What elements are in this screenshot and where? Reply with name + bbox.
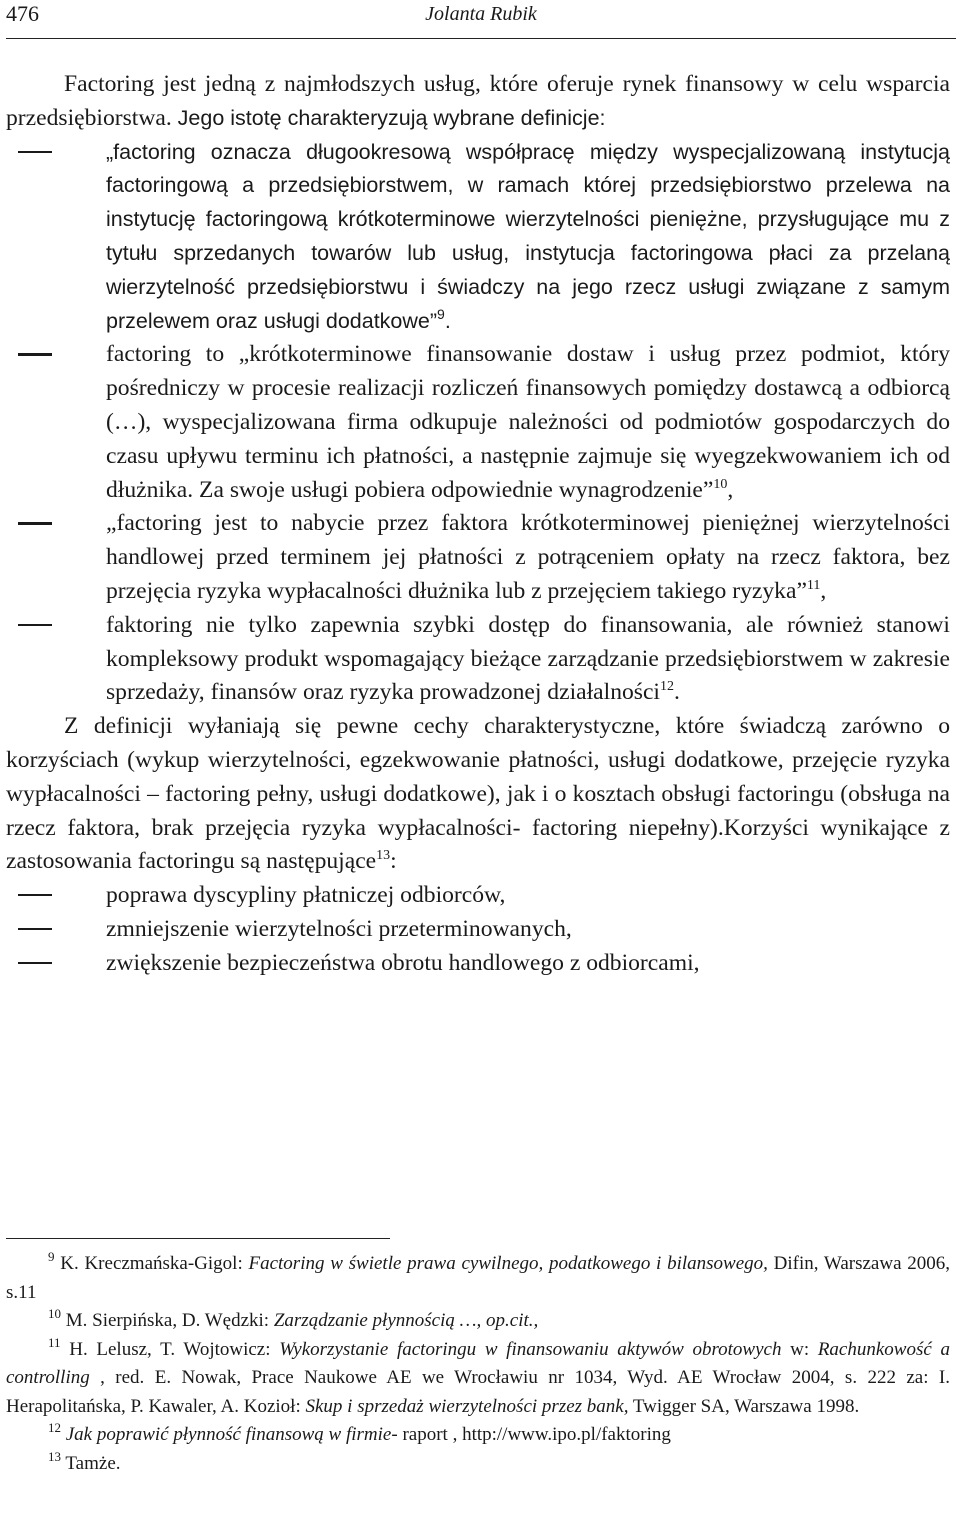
definition-item-2: factoring to „krótkoterminowe finansowanie dostaw i usług przez podmiot, który pośredniczy w procesie realizacji rozliczeń finansowych pomiędzy dostawcą a odbiorcą (…), wyspecjalizowana firma odkupuje należności od podmiotów gospodarczych do czasu upływu terminu ich płatności, a następnie zajmuje się wyegzekwowaniem ich od dłużnika. Za swoje usługi pobiera odpowiednie wynagrodzenie”$^{10}$, — [6, 338, 950, 507]
footnote-url: - raport , http://www.ipo.pl/faktoring — [391, 1424, 671, 1445]
footnote-ref: 10 — [713, 476, 728, 492]
definition-item-3: „factoring jest to nabycie przez faktora krótkoterminowej pieniężnej wierzytelności handlowej przed terminem jej płatności z potrąceniem opłaty na rzecz faktora, bez przejęcia ryzyka wypłacalności dłużnika lub z przejęciem takiego ryzyka”$^{11}$, — [6, 507, 950, 608]
footnote-ref: 11 — [806, 577, 821, 593]
main-text — [6, 68, 950, 981]
intro-sentence-1: Factoring jest jedną z najmłodszych usług, które oferuje rynek finansowy w celu wsparcia przedsiębiorstwa. — [6, 71, 950, 131]
dash-bullet — [18, 894, 52, 896]
definition-text: „factoring jest to nabycie przez faktora krótkoterminowej pieniężnej wierzytelności handlowej przed terminem jej płatności z potrąceniem opłaty na rzecz faktora, bez przejęcia ryzyka wypłacalności dłużnika lub z przejęciem takiego ryzyka” — [106, 510, 950, 604]
definition-text-cont: Za swoje usługi pobiera odpowiednie wynagrodzenie” — [199, 476, 714, 503]
features-paragraph: Z definicji wyłaniają się pewne cechy charakterystyczne, które świadczą zarówno o korzyściach (wykup wierzytelności, egzekwowanie płatności, usługi dodatkowe, przejęcie ryzyka wypłacalności – factoring pełny, usługi dodatkowe), jak i o kosztach obsługi factoringu (obsługa na rzecz faktora, brak przejęcia ryzyka wypłacalności- factoring niepełny).Korzyści wynikające z zastosowania factoringu są następujące$^{13}$: — [6, 713, 950, 875]
intro-paragraph — [6, 68, 950, 136]
footnote-13: $^{13}$ Tamże. — [48, 1448, 121, 1474]
footnote-10: $^{10}$ M. Sierpińska, D. Wędzki: Zarządzanie płynnością …, op.cit., — [48, 1306, 539, 1331]
dash-bullet — [18, 962, 52, 964]
page-number: 476 — [6, 1, 39, 26]
footnote-number: 13 — [48, 1448, 61, 1464]
benefit-item: zwiększenie bezpieczeństwa obrotu handlowego z odbiorcami, — [6, 947, 950, 981]
footnote-9: $^9$ K. Kreczmańska-Gigol: Factoring w świetle prawa cywilnego, podatkowego i bilansowego, Difin, Warszawa 2006, s.11 — [6, 1249, 950, 1303]
footnote-ref: 13 — [376, 848, 391, 864]
dash-bullet — [18, 353, 52, 355]
benefit-item: zmniejszenie wierzytelności przeterminowanych, — [6, 913, 950, 947]
footnote-number: 12 — [48, 1420, 61, 1435]
page-header — [6, 0, 956, 39]
footnote-separator — [6, 1238, 390, 1239]
footnote-number: 10 — [48, 1306, 61, 1321]
footnote-ref: 12 — [660, 679, 674, 695]
footnote-number: 9 — [48, 1249, 55, 1264]
running-head: Jolanta Rubik — [425, 3, 537, 25]
dash-bullet — [18, 928, 52, 930]
definition-text: faktoring nie tylko zapewnia szybki dostęp do finansowania, ale również stanowi kompleksowy produkt wspomagający bieżące zarządzanie przedsiębiorstwem w zakresie sprzedaży, finansów oraz ryzyka prowadzonej działalności — [106, 611, 950, 706]
footnote-12: $^{12}$ Jak poprawić płynność finansową w firmie- raport , http://www.ipo.pl/faktoring — [48, 1420, 671, 1445]
dash-bullet — [18, 151, 52, 153]
definition-item-1: „factoring oznacza długookresową współpracę między wyspecjalizowaną instytucją factoringową a przedsiębiorstwem, w ramach której przedsiębiorstwo przelewa na instytucję factoringową krótkoterminowe wierzytelności pieniężne, przysługujące mu z tytułu sprzedanych towarów lub usług, instytucja factoringowa płaci za przelaną wierzytelność przedsiębiorstwu i świadczy na jego rzecz usługi związane z samym przelewem oraz usługi dodatkowe”$^9$. — [6, 136, 950, 339]
intro-sentence-2: Jego istotę charakteryzują wybrane definicje: — [177, 105, 606, 130]
footnote-11: $^{11}$ H. Lelusz, T. Wojtowicz: Wykorzystanie factoringu w finansowaniu aktywów obrotowych w: Rachunkowość a controlling , red. E. Nowak, Prace Naukowe AE we Wrocławiu nr 1034, Wyd. AE Wrocław 2004, s. 222 za: I. Herapolitańska, P. Kawaler, A. Kozioł: Skup i sprzedaż wierzytelności przez bank, Twigger SA, Warszawa 1998. — [6, 1334, 950, 1417]
benefit-item: poprawa dyscypliny płatniczej odbiorców, — [6, 879, 950, 913]
dash-bullet — [18, 522, 52, 524]
dash-bullet — [18, 624, 52, 626]
features-text: Z definicji wyłaniają się pewne cechy charakterystyczne, które świadczą zarówno o korzyściach (wykup wierzytelności, egzekwowanie płatności, usługi dodatkowe, przejęcie ryzyka wypłacalności – factoring pełny, usługi dodatkowe), jak i o kosztach obsługi factoringu (obsługa na rzecz faktora, brak przejęcia ryzyka wypłacalności- factoring niepełny).Korzyści wynikające z zastosowania factoringu są następujące — [6, 713, 950, 875]
footnote-ref: 9 — [437, 305, 445, 322]
definition-text: factoring to „krótkoterminowe finansowanie dostaw i usług przez podmiot, który pośredniczy w procesie realizacji rozliczeń finansowych pomiędzy dostawcą a odbiorcą (…), wyspecjalizowana firma odkupuje należności od podmiotów gospodarczych do czasu upływu terminu ich płatności, a następnie zajmuje się wyegzekwowaniem ich od dłużnika. — [106, 341, 950, 503]
footnote-number: 11 — [48, 1334, 61, 1350]
definition-item-4: faktoring nie tylko zapewnia szybki dostęp do finansowania, ale również stanowi kompleksowy produkt wspomagający bieżące zarządzanie przedsiębiorstwem w zakresie sprzedaży, finansów oraz ryzyka prowadzonej działalności$^{12}$. — [6, 609, 950, 710]
definition-text: „factoring oznacza długookresową współpracę między wyspecjalizowaną instytucją factoringową a przedsiębiorstwem, w ramach której przedsiębiorstwo przelewa na instytucję factoringową krótkoterminowe wierzytelności pieniężne, przysługujące mu z tytułu sprzedanych towarów lub usług, instytucja factoringowa płaci za przelaną wierzytelność przedsiębiorstwu i świadczy na jego rzecz usługi związane z samym przelewem oraz usługi dodatkowe” — [106, 139, 950, 333]
footnotes — [6, 1250, 950, 1478]
